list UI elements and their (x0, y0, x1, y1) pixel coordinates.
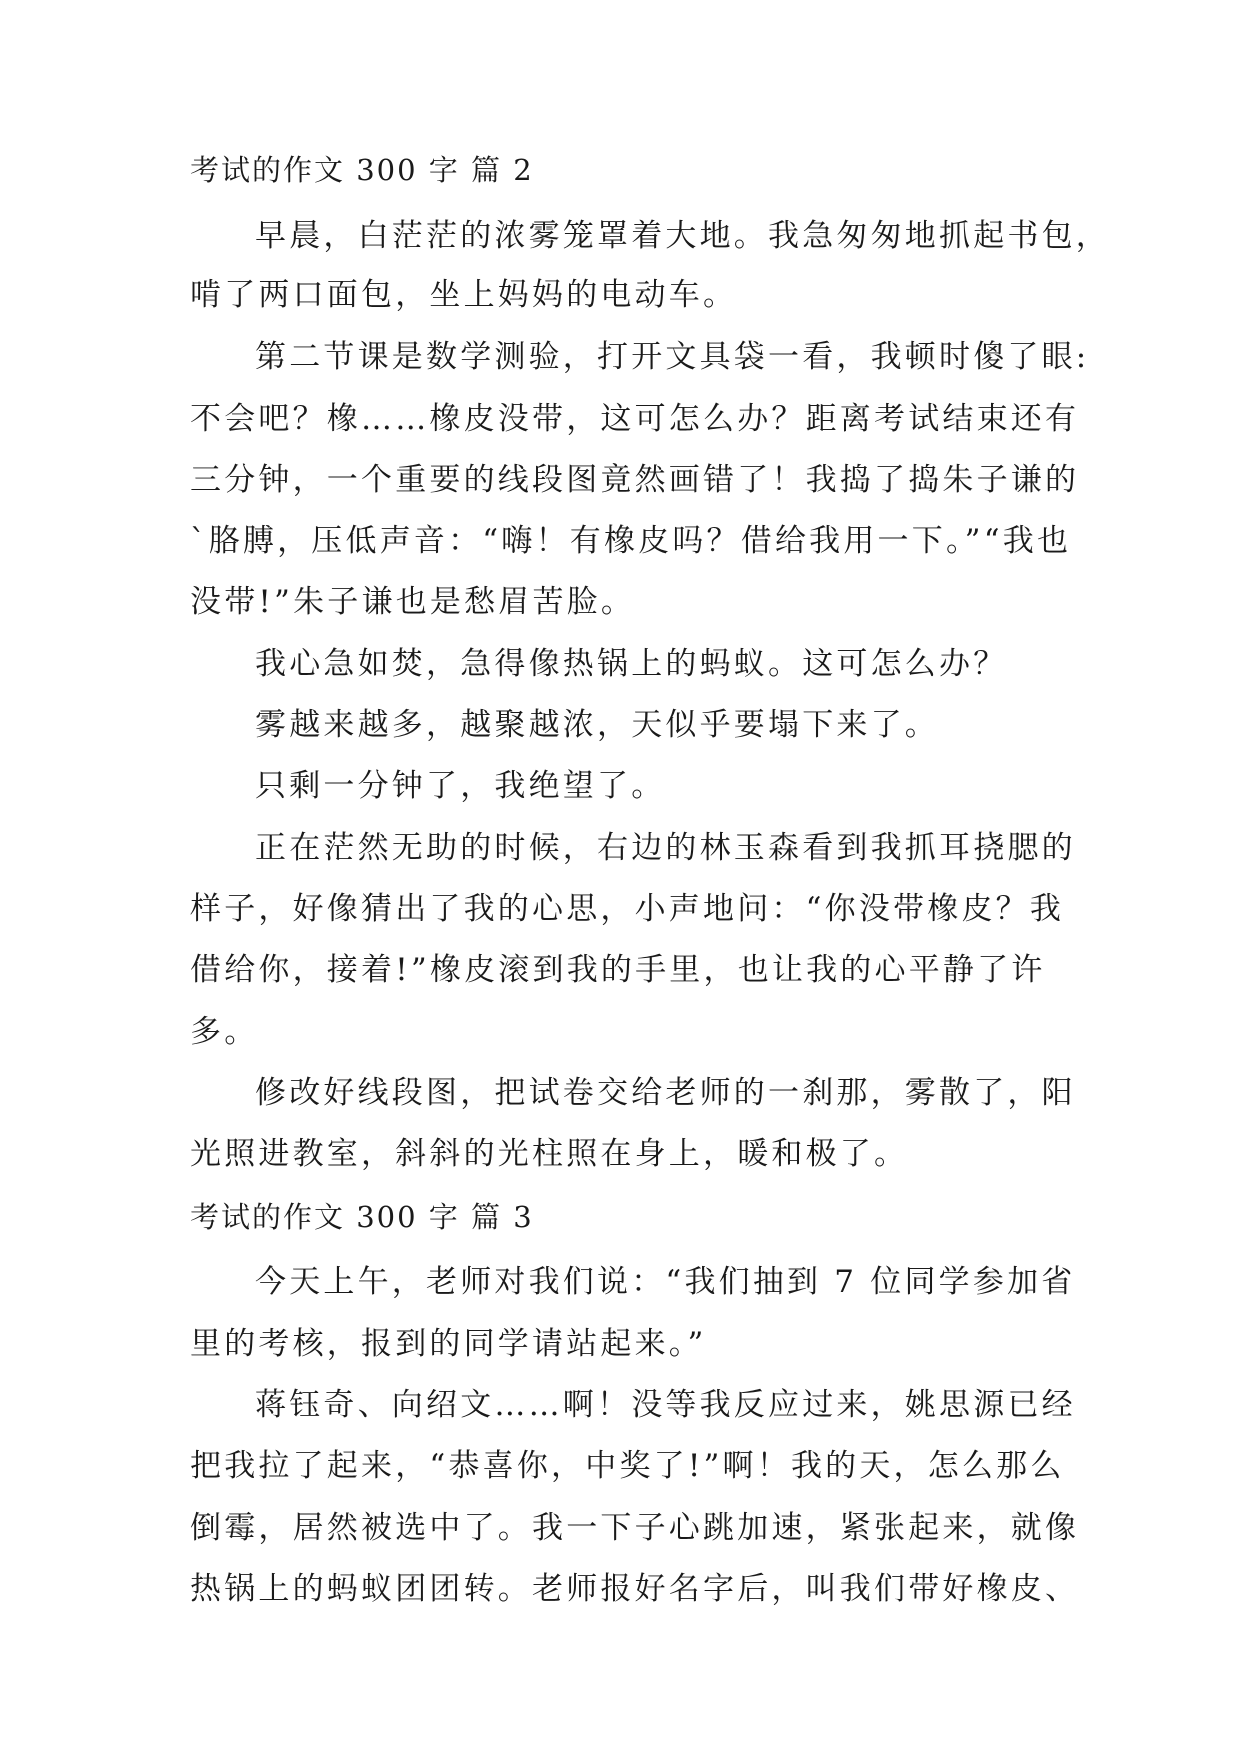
paragraph-line: 我心急如焚，急得像热锅上的蚂蚁。这可怎么办？ (255, 646, 1008, 682)
section-heading: 考试的作文 300 字 篇 2 (190, 153, 534, 187)
paragraph-line: 多。 (190, 1014, 259, 1050)
paragraph-line: 没带!”朱子谦也是愁眉苦脸。 (190, 584, 636, 620)
paragraph-line: 今天上午，老师对我们说：“我们抽到 7 位同学参加省 (255, 1264, 1076, 1300)
paragraph-line: 光照进教室，斜斜的光柱照在身上，暖和极了。 (190, 1136, 909, 1172)
paragraph-line: 里的考核，报到的同学请站起来。” (190, 1326, 707, 1362)
paragraph-line: 三分钟，一个重要的线段图竟然画错了！我捣了捣朱子谦的 (190, 462, 1080, 498)
paragraph-line: 借给你，接着!”橡皮滚到我的手里，也让我的心平静了许 (190, 952, 1046, 988)
paragraph-line: 第二节课是数学测验，打开文具袋一看，我顿时傻了眼: (255, 339, 1090, 375)
paragraph-line: 啃了两口面包，坐上妈妈的电动车。 (190, 277, 738, 313)
paragraph-line: 正在茫然无助的时候，右边的林玉森看到我抓耳挠腮的 (255, 830, 1076, 866)
section-heading: 考试的作文 300 字 篇 3 (190, 1200, 534, 1234)
paragraph-line: 只剩一分钟了，我绝望了。 (255, 768, 666, 804)
paragraph-line: 把我拉了起来，“恭喜你，中奖了!”啊！我的天，怎么那么 (190, 1448, 1065, 1484)
paragraph-line: 样子，好像猜出了我的心思，小声地问：“你没带橡皮？我 (190, 891, 1065, 927)
paragraph-line: 早晨，白茫茫的浓雾笼罩着大地。我急匆匆地抓起书包， (255, 218, 1110, 254)
paragraph-line: 修改好线段图，把试卷交给老师的一刹那，雾散了，阳 (255, 1075, 1076, 1111)
paragraph-line: 不会吧？橡……橡皮没带，这可怎么办？距离考试结束还有 (190, 401, 1080, 437)
paragraph-line: 倒霉，居然被选中了。我一下子心跳加速，紧张起来，就像 (190, 1510, 1080, 1546)
paragraph-line: 雾越来越多，越聚越浓，天似乎要塌下来了。 (255, 707, 939, 743)
paragraph-line: 热锅上的蚂蚁团团转。老师报好名字后，叫我们带好橡皮、 (190, 1571, 1080, 1607)
paragraph-line: `胳膊，压低声音：“嗨！有橡皮吗？借给我用一下。”“我也 (190, 523, 1072, 559)
paragraph-line: 蒋钰奇、向绍文……啊！没等我反应过来，姚思源已经 (255, 1387, 1076, 1423)
